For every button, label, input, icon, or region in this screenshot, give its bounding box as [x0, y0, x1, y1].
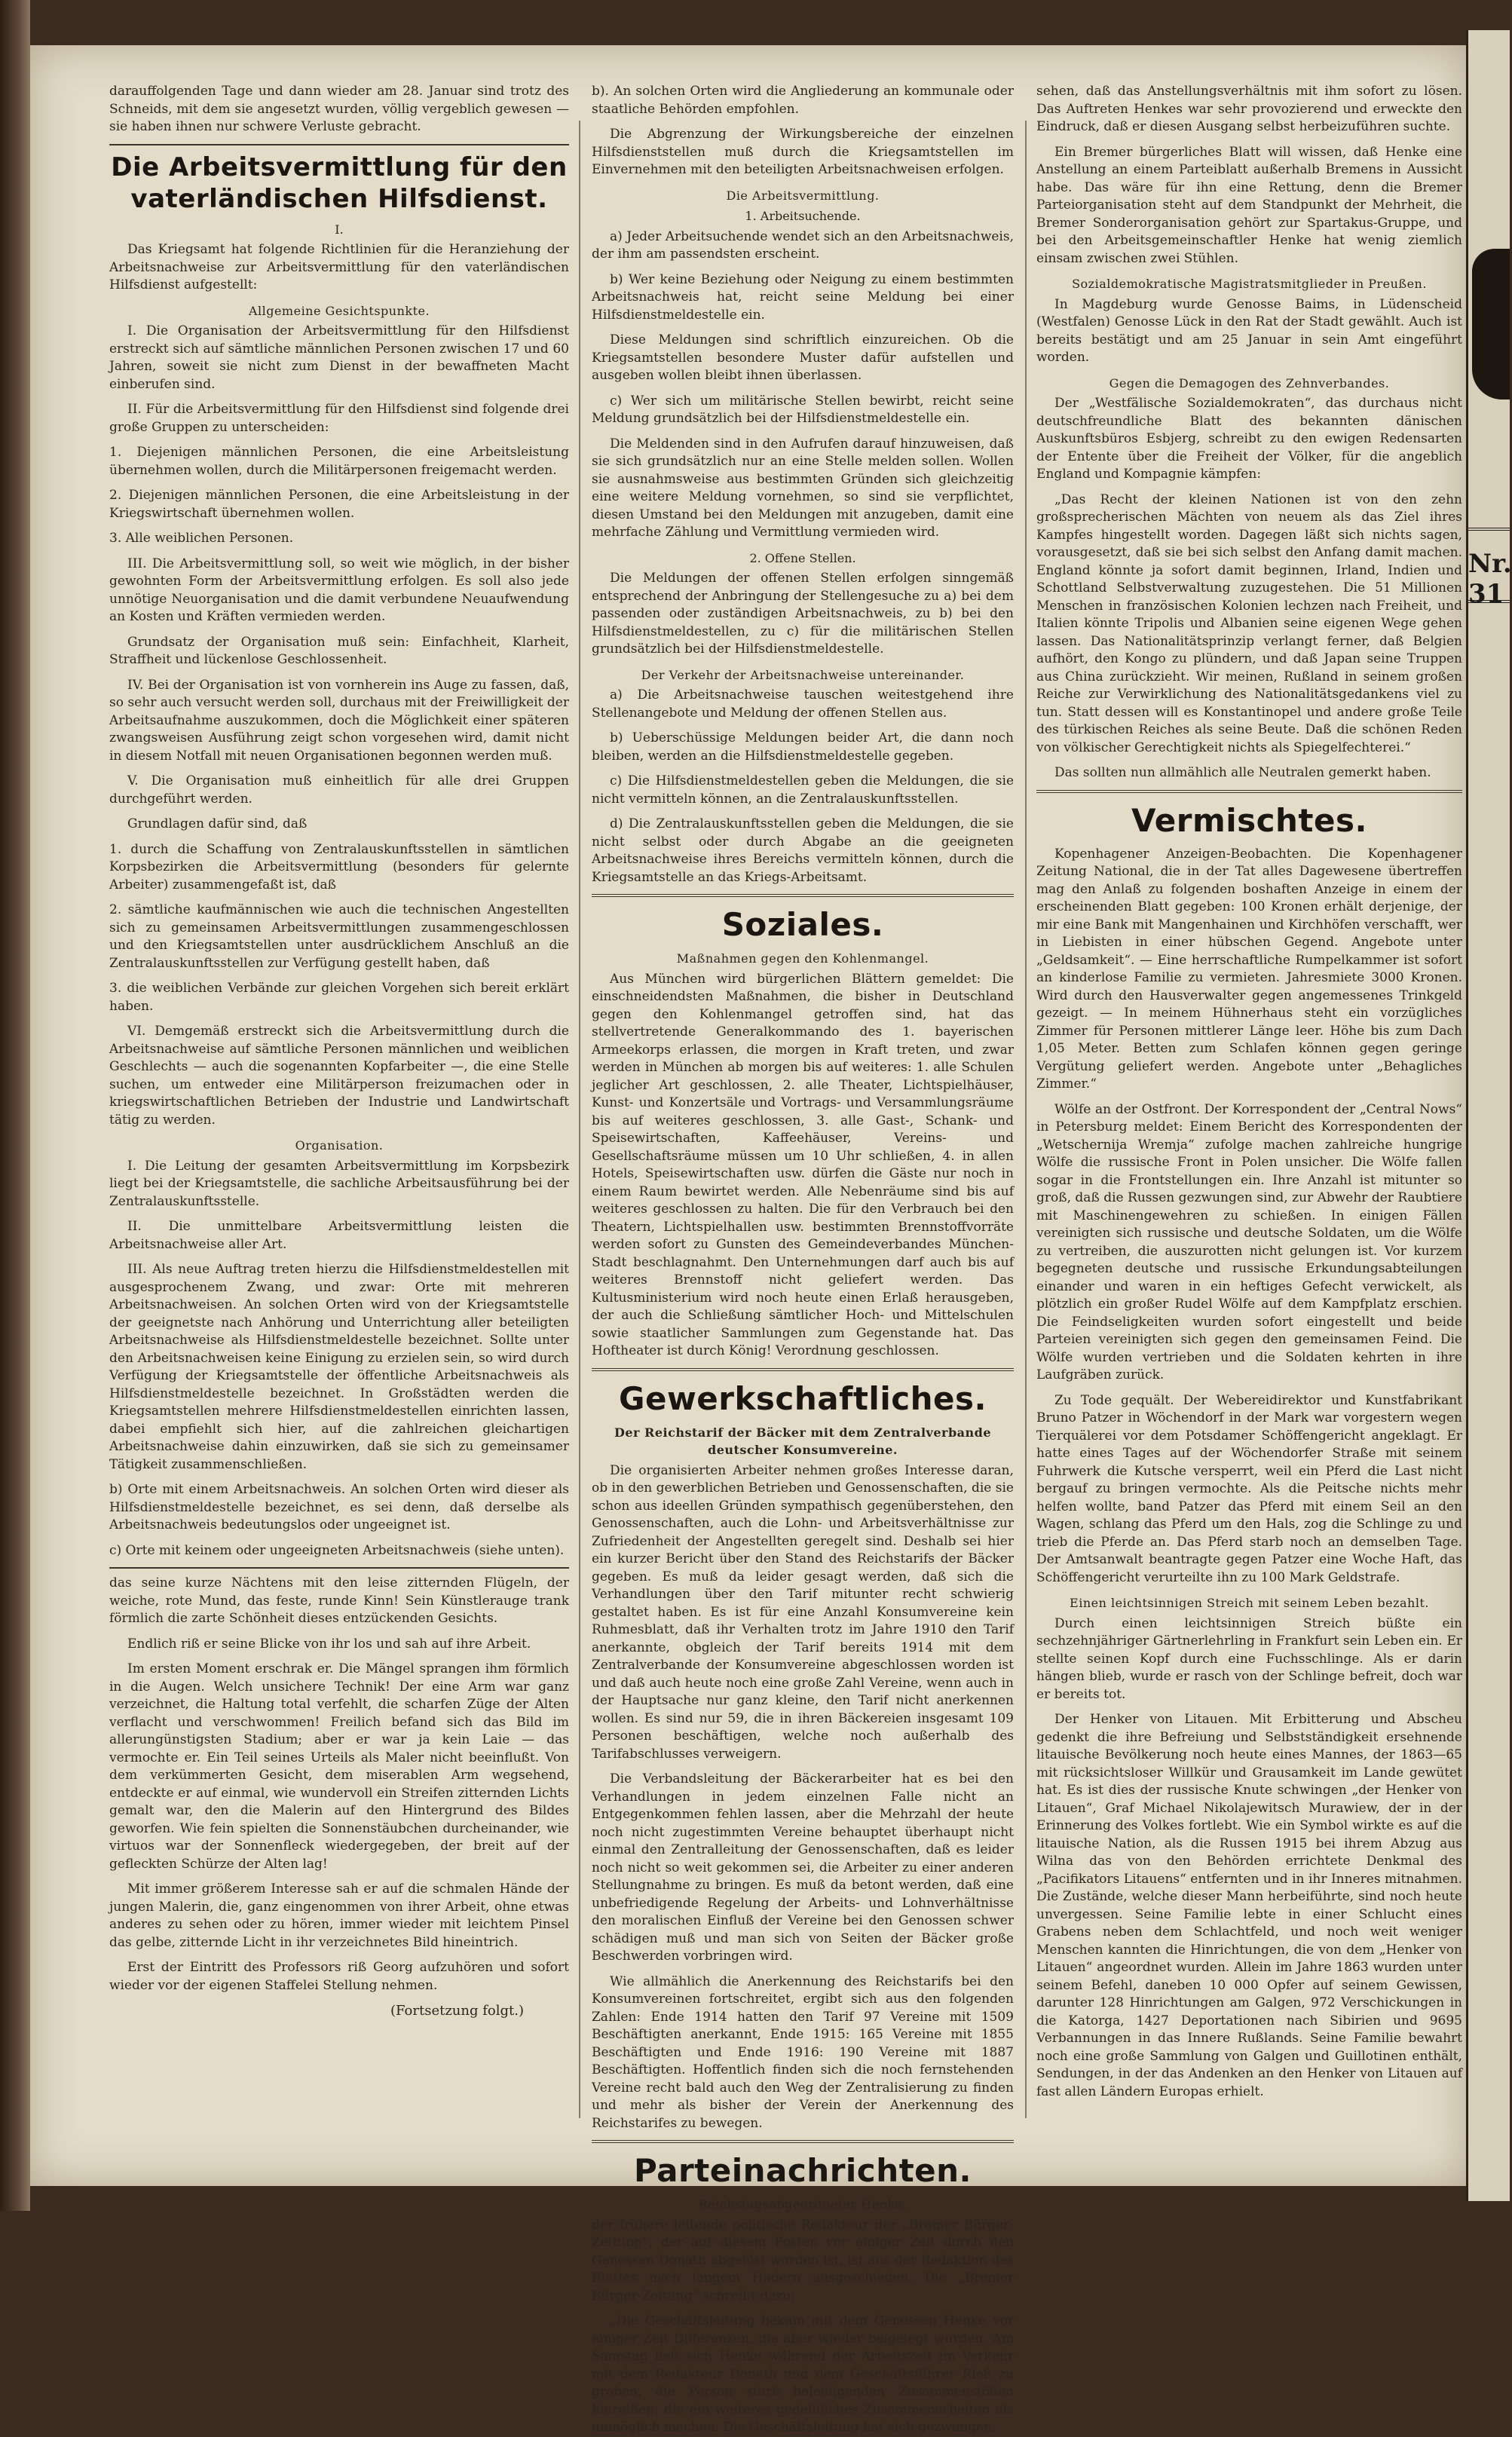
- paragraph: III. Die Arbeitsvermittlung soll, so weit wie möglich, in der bisher gewohnten Form der Arbeitsvermittlung erfolgen. Es soll also jede unnötige Neuorganisation und die damit verbundene Neuaufwendung an Kosten und Kräften vermieden werden.: [109, 556, 569, 624]
- feuilleton-paragraph: Endlich riß er seine Blicke von ihr los und sah auf ihre Arbeit.: [127, 1636, 531, 1652]
- paragraph: b). An solchen Orten wird die Angliederung an kommunale oder staatliche Behörden empfohlen.: [592, 84, 1014, 117]
- paragraph: Ein Bremer bürgerliches Blatt will wissen, daß Henke eine Anstellung an einem Parteiblatt außerhalb Bremens in Aussicht habe. Das wäre für ihn eine Rettung, denn die Bremer Parteiorganisation steht auf dem Standpunkt der Mehrheit, die Bremer Sonderorganisation gehört zur Spartakus-Gruppe, und bei den Arbeitsgemeinschaftler Henke hat wenig ziemlich einsam zwischen zwei Stühlen.: [1036, 144, 1462, 266]
- paragraph: 3. die weiblichen Verbände zur gleichen Vorgehen sich bereit erklärt haben.: [109, 981, 569, 1014]
- section-heading-gewerkschaftliches: Gewerkschaftliches.: [619, 1379, 987, 1417]
- section-rule: [109, 144, 569, 145]
- subheading: Maßnahmen gegen den Kohlenmangel.: [676, 951, 929, 966]
- paragraph: d) Die Zentralauskunftsstellen geben die Meldungen, die sie nicht selbst oder durch Abgabe an die geeigneten Arbeitsnachweise ihres Bereichs vermitteln können, durch die Kriegsamtstelle an das Kriegs-Arbeitsamt.: [592, 816, 1014, 885]
- subheading: Allgemeine Gesichtspunkte.: [248, 303, 430, 318]
- paragraph: Der Henker von Litauen. Mit Erbitterung und Abscheu gedenkt die ihre Befreiung und Selbstständigkeit ersehnende litauische Bevölkerung noch heute eines Mannes, der 1863—65 mit rücksichtsloser Willkür und Grausamkeit im Lande gewütet hat. Es ist dies der russische Knute schwingen „der Henker von Litauen“, Graf Michael Nikolajewitsch Murawiew, der in der Erinnerung des Volkes fortlebt. Wie ein Symbol wirkte es auf die litauische Nation, als die Russen 1915 bei ihrem Abzug aus Wilna das von den Behörden errichtete Denkmal des „Pacifikators Litauens“ entfernten und in ihr Inneres mitnahmen. Die Zustände, welche dieser Mann herbeiführte, sind noch heute unvergessen. Seine Familie lebte in einer Schlucht eines Grabens neben dem Schlachtfeld, und noch weit weniger Menschen kannten die Hinrichtungen, die von dem „Henker von Litauen“ angeordnet wurden. Allein im Jahre 1863 wurden unter seinem Befehl, daneben 10 000 Opfer auf seinem Gewissen, darunter 128 Hinrichtungen am Galgen, 972 Verschickungen in die Katorga, 1427 Deportationen nach Sibirien und 9695 Verbannungen in das Innere Rußlands. Seine Familie bewahrt noch eine große Sammlung von Galgen und Guillotinen enthält, Sendungen, in der das Andenken an den Henker von Litauen auf fast allen Ländern Europas erhielt.: [1036, 1712, 1462, 2099]
- adjacent-page-masthead-fragment: Nr. 31: [1468, 528, 1510, 603]
- paragraph: b) Orte mit einem Arbeitsnachweis. An solchen Orten wird dieser als Hilfsdienstmeldestelle bezeichnet, es sei denn, daß derselbe als Arbeitsnachweis bedeutungslos oder ungeeignet ist.: [109, 1482, 569, 1532]
- paragraph: 2. Diejenigen männlichen Personen, die eine Arbeitsleistung in der Kriegswirtschaft übernehmen wollen.: [109, 488, 569, 521]
- paragraph: Wie allmählich die Anerkennung des Reichstarifs bei den Konsumvereinen fortschreitet, ergibt sich aus den folgenden Zahlen: Ende 1914 hatten den Tarif 97 Vereine mit 1509 Beschäftigten anerkannt, Ende 1915: 165 Vereine mit 1855 Beschäftigten und Ende 1916: 190 Vereine mit 1887 Beschäftigten. Hoffentlich finden sich die noch fernstehenden Vereine recht bald auch den Weg der Zentralisierung zu finden und mehr als bisher der Verein der Anerkennung des Reichstarifes zu bewegen.: [592, 1973, 1014, 2131]
- paragraph: In Magdeburg wurde Genosse Baims, in Lüdenscheid (Westfalen) Genosse Lück in den Rat der Stadt gewählt. Auch ist bereits bestätigt und am 25 Januar in sein Amt eingeführt worden.: [1036, 296, 1462, 365]
- column-rule: [1025, 121, 1027, 2118]
- feuilleton-paragraph: das seine kurze Nächtens mit den leise zitternden Flügeln, der weiche, rote Mund, das feste, runde Kinn! Sein Künstlerauge trank förmlich die zarte Schönheit dieses entzückenden Gesichts.: [109, 1575, 569, 1626]
- paragraph: 1. Diejenigen männlichen Personen, die eine Arbeitsleistung übernehmen wollen, durch die Militärpersonen freigemacht werden.: [109, 445, 569, 478]
- paragraph: Die Verbandsleitung der Bäckerarbeiter hat es bei den Verhandlungen in jedem einzelnen Falle nicht an Entgegenkommen fehlen lassen, aber die Mehrzahl der heute noch nicht zugestimmten Vereine behauptet überhaupt nicht einmal den Zentralleitung der Genossenschaften, daß es leider noch nicht so weit gekommen sei, die Arbeiter zu einer anderen Stellungnahme zu bringen. Es muß da betont werden, daß eine unbefriedigende Regelung der Arbeits- und Lohnverhältnisse den moralischen Einfluß der Vereine bei den Genossen schwer schädigen muß und man sich von Seiten der Bäcker große Beschwerden vorbringen wird.: [592, 1771, 1014, 1964]
- paragraph: 3. Alle weiblichen Personen.: [109, 531, 294, 546]
- subheading: Der Verkehr der Arbeitsnachweise untereinander.: [641, 667, 965, 682]
- paragraph: II. Für die Arbeitsvermittlung für den Hilfsdienst sind folgende drei große Gruppen zu unterscheiden:: [109, 402, 569, 435]
- section-heading-vermischtes: Vermischtes.: [1131, 801, 1367, 839]
- subheading: Sozialdemokratische Magistratsmitglieder in Preußen.: [1072, 277, 1427, 291]
- subheading: 2. Offene Stellen.: [749, 550, 856, 565]
- paragraph: Die organisierten Arbeiter nehmen großes Interesse daran, ob in den gewerblichen Betrieben und Genossenschaften, die sie schon aus ideellen Gründen sympathisch gegenüberstehen, den Genossenschaften, auch die Lohn- und Arbeitsverhältnisse zur Zufriedenheit der Angestellten geregelt sind. Deshalb sei hier ein kurzer Bericht über den Stand des Reichstarifs der Bäcker gegeben. Es muß da leider gesagt werden, daß sich die Verhandlungen über den Tarif mitunter recht schwierig gestaltet haben. Es ist für eine Anzahl Konsumvereine kein Ruhmesblatt, daß ihr Verhalten trotz im Jahre 1910 den Tarif anerkannte, obgleich der Tarif bereits 1914 mit dem Zentralverbande der Konsumvereine abgeschlossen worden ist und daß auch heute noch eine große Zahl Vereine, wenn auch in der Hauptsache nur ganz kleine, den Tarif nicht anerkennen wollen. Es sind nur 59, die in ihren Bäckereien insgesamt 109 Personen beschäftigen, welche noch außerhalb des Tarifabschlusses verweigern.: [592, 1462, 1014, 1762]
- paragraph: Die Meldungen der offenen Stellen erfolgen sinngemäß entsprechend der Anbringung der Stellengesuche zu a) bei dem passenden oder zuständigen Arbeitsnachweis, zu b) bei den Hilfsdienstmeldestellen, zu c) für die militärischen Stellen grundsätzlich bei der Hilfsdienstmeldestelle.: [592, 571, 1014, 657]
- section-rule: [1036, 790, 1462, 793]
- paragraph: Die Abgrenzung der Wirkungsbereiche der einzelnen Hilfsdienststellen muß durch die Kriegsamtstellen im Einvernehmen mit den beteiligten Arbeitsnachweisen erfolgen.: [592, 127, 1014, 177]
- paragraph: III. Als neue Auftrag treten hierzu die Hilfsdienstmeldestellen mit ausgesprochenem Zwang, und zwar: Orte mit mehreren Arbeitsnachweisen. An solchen Orten wird von der Kriegsamtstelle der geeignetste nach Anhörung und Unterrichtung aller beteiligten Arbeitsnachweise als Hilfsdienstmeldestelle bezeichnet. Sollte unter den Arbeitsnachweisen keine Einigung zu erzielen sein, so wird durch Verfügung der Kriegsamtstelle der öffentliche Arbeitsnachweis als Hilfsdienstmeldestelle bezeichnet. In Großstädten werden die Kriegsamtstellen mehrere Hilfsdienstmeldestellen einrichten lassen, dabei empfiehlt sich hier, auf die zahlreichen gleichartigen Arbeitsnachweise dahin einzuwirken, daß sie sich zu gemeinsamer Tätigkeit zusammenschließen.: [109, 1262, 569, 1472]
- paragraph: Kopenhagener Anzeigen-Beobachten. Die Kopenhagener Zeitung National, die in der Tat alles Dagewesene übertreffen mag den Anlaß zu folgenden boshaften Anzeige in einem der erscheinenden Blatt gegeben: 100 Kronen erhält derjenige, der mir eine Bank mit Mangenhainen und Kirchhöfen verschafft, wer in Liebisten in einer hübschen Gegend. Angebote unter „Geldsamkeit“. — Eine herrschaftliche Rumpelkammer ist sofort an kinderlose Familie zu vermieten. Jahresmiete 3000 Kronen. Wird durch den Hausverwalter gegen angemessenes Trinkgeld gezeigt. — In meinem Hühnerhaus steht ein vorzügliches Zimmer für Personen mittlerer Länge leer. Höhe bis zum Dach 1,05 Meter. Betten zum Schlafen können gegen geringe Vergütung geliefert werden. Angebote unter „Behagliches Zimmer.“: [1036, 846, 1462, 1091]
- paragraph: I. Die Organisation der Arbeitsvermittlung für den Hilfsdienst erstreckt sich auf sämtliche männlichen Personen zwischen 17 und 60 Jahren, soweit sie nicht zum Dienst in der bewaffneten Macht einberufen sind.: [109, 323, 569, 392]
- paragraph: c) Orte mit keinem oder ungeeigneten Arbeitsnachweis (siehe unten).: [109, 1542, 565, 1558]
- paragraph: Der „Westfälische Sozialdemokraten“, das durchaus nicht deutschfreundliche Blatt des bekannten dänischen Auskunftsbüros Esbjerg, schreibt zu den ewigen Redensarten der Entente über die Freiheit der Völker, für die angeblich England und Kompagnie kämpfen:: [1036, 396, 1462, 482]
- paragraph: „Die Geschäftsleitung bekam mit dem Genossen Henke vor einiger Zeit Differenzen, die aber wieder beigelegt wurden. Am Samstag ließ sich Henke während der Arbeitszeit im Verkehr mit dem Redakteur Donath und dem Geschäftsführer Rieß zu groben, die Person stark beleidigenden Zusammenstößen hinreißen, die ein weiteres gedeihliches Zusammenarbeiten als unmöglich machen. Die Geschäftsleitung hat sich gezwungen,: [592, 2313, 1014, 2435]
- paragraph: II. Die unmittelbare Arbeitsvermittlung leisten die Arbeitsnachweise aller Art.: [109, 1219, 569, 1252]
- section-rule: [592, 2140, 1014, 2143]
- adjacent-page-illustration: [1472, 249, 1510, 400]
- subheading: Reichstagsabgeordneter Henke,: [698, 2197, 908, 2212]
- section-rule: [592, 1368, 1014, 1371]
- column-2: [592, 83, 1014, 2435]
- paragraph: IV. Bei der Organisation ist von vornherein ins Auge zu fassen, daß, so sehr auch versucht werden soll, durchaus mit der Freiwilligkeit der Arbeitsaufnahme auszukommen, doch die Möglichkeit einer späteren zwangsweisen Ausführung zeigt schon vorgesehen wird, damit nicht in diesem Notfall mit neuen Organisationen begonnen werden muß.: [109, 677, 569, 764]
- paragraph: Grundlagen dafür sind, daß: [127, 816, 308, 831]
- paragraph: 2. sämtliche kaufmännischen wie auch die technischen Angestellten sich zu gemeinsamen Arbeitsvermittlungen zusammengeschlossen und den Kriegsamtstellen unter ausdrücklichem Anschluß an die Zentralauskunftsstellen zur Verfügung gestellt haben, daß: [109, 902, 569, 971]
- feuilleton-paragraph: Im ersten Moment erschrak er. Die Mängel sprangen ihm förmlich in die Augen. Welch unsichere Technik! Der eine Arm war ganz verzeichnet, die Haltung total verfehlt, die scharfen Züge der Alten verflacht und verschwommen! Freilich befand sich das Bild im allerungünstigsten Stadium; aber er war ja kein Laie — das vermochte er. Ein Teil seines Urteils als Maler nicht beeinflußt. Von dem verkümmerten Gesicht, dem miserablen Arm wegsehend, entdeckte er auf einmal, wie wundervoll ein Streifen zitternden Lichts gemalt war, den die Malerin auf den Hintergrund des Bildes geworfen. Wie fein spielten die Sonnenstäubchen durcheinander, wie virtuos war der Sonnenfleck wiedergegeben, der breit auf der gefleckten Schürze der Alten lag!: [109, 1661, 569, 1872]
- paragraph: sehen, daß das Anstellungsverhältnis mit ihm sofort zu lösen. Das Auftreten Henkes war sehr provozierend und erweckte den Eindruck, daß er diesen Ausgang selbst herbeizuführen suchte.: [1036, 84, 1462, 134]
- column-3: [1036, 83, 1462, 2133]
- paragraph: Das Kriegsamt hat folgende Richtlinien für die Heranziehung der Arbeitsnachweise zur Arbeitsvermittlung für den vaterländischen Hilfsdienst aufgestellt:: [109, 242, 569, 292]
- paragraph: c) Die Hilfsdienstmeldestellen geben die Meldungen, die sie nicht vermitteln können, an die Zentralauskunftsstellen.: [592, 773, 1014, 807]
- subheading: Einen leichtsinnigen Streich mit seinem Leben bezahlt.: [1070, 1596, 1429, 1610]
- paragraph: b) Wer keine Beziehung oder Neigung zu einem bestimmten Arbeitsnachweis hat, reicht seine Meldung bei einer Hilfsdienstmeldestelle ein.: [592, 271, 1014, 323]
- paragraph: a) Jeder Arbeitsuchende wendet sich an den Arbeitsnachweis, der ihm am passendsten erscheint.: [592, 228, 1014, 262]
- continuation-note: (Fortsetzung folgt.): [390, 2003, 524, 2019]
- column-rule: [579, 121, 580, 2118]
- adjacent-page-edge: [1466, 30, 1510, 2201]
- article-heading-arbeitsvermittlung: Die Arbeitsvermittlung für den vaterländischen Hilfsdienst.: [111, 152, 568, 214]
- column-1: [109, 83, 569, 2133]
- paragraph: „Das Recht der kleinen Nationen ist von den zehn großsprecherischen Mächten von neuem als das Ziel ihres Kampfes hingestellt worden. Dagegen läßt sich nichts sagen, vorausgesetzt, daß sie bei sich selbst den Anfang damit machen. England könnte ja sofort damit beginnen, Irland, Indien und Schottland Selbstverwaltung zuzugestehen. Die 51 Millionen Menschen in französischen Kolonien lechzen nach Freiheit, und Italien könnte Tripolis und Albanien seine eigenen Wege gehen lassen. Das Nationalitätsprinzip verlangt ferner, daß Belgien aufhört, den Kongo zu plündern, und daß Japan seine Truppen aus China zurückzieht. Wir meinen, Rußland in seinem großen Reiche zur Verwirklichung des Nationalitätsgedankens viel zu tun. Statt dessen will es Konstantinopel und andere große Teile des türkischen Reiches als seine Beute. Daß die schönen Reden von völkischer Gerechtigkeit nichts als Spiegelfechterei.“: [1036, 491, 1462, 755]
- paragraph: Zu Tode gequält. Der Webereidirektor und Kunstfabrikant Bruno Patzer in Wöchendorf in der Mark war vorgestern wegen Tierquälerei vor dem Potsdamer Schöffengericht angeklagt. Er hatte eines Tages auf der Wöchendorfer Straße mit seinem Fuhrwerk die Kutsche versperrt, weil ein Pferd die Last nicht bergauf zu bringen vermochte. Als die Peitsche nichts mehr helfen wollte, band Patzer das Pferd mit einem Seil an den Wagen, schlang das Pferd um den Hals, zog die Schlinge zu und trieb die Pferde an. Das Pferd starb noch an demselben Tage. Der Amtsanwalt beantragte gegen Patzer eine Woche Haft, das Schöffengericht verurteilte ihn zu 100 Mark Geldstrafe.: [1036, 1392, 1462, 1585]
- subheading: 1. Arbeitsuchende.: [745, 209, 861, 223]
- paragraph: b) Ueberschüssige Meldungen beider Art, die dann noch bleiben, werden an die Hilfsdienstmeldestelle gegeben.: [592, 730, 1014, 764]
- section-heading-parteinachrichten: Parteinachrichten.: [633, 2152, 972, 2189]
- paragraph: Durch einen leichtsinnigen Streich büßte ein sechzehnjähriger Gärtnerlehrling in Frankfurt sein Leben ein. Er stellte seinen Kopf durch eine Fuchsschlinge. Als er darin hängen blieb, wurde er rasch von der Schlinge befreit, doch war er bereits tot.: [1036, 1615, 1462, 1702]
- paragraph: Das sollten nun allmählich alle Neutralen gemerkt haben.: [1054, 765, 1431, 780]
- subheading: Organisation.: [295, 1138, 384, 1153]
- subheading: Die Arbeitsvermittlung.: [726, 188, 880, 203]
- paragraph: Wölfe an der Ostfront. Der Korrespondent der „Central Nows“ in Petersburg meldet: Einem Bericht des Korrespondenten der „Wetschernija Wremja“ zufolge machen zahlreiche hungrige Wölfe die russische Front in Polen unsicher. Die Wölfe fallen sogar in die Frontstellungen ein. Ihre Anzahl ist mitunter so groß, daß die Russen gezwungen sind, zur Abwehr der Raubtiere mit Maschinengewehren zu schießen. In einigen Fällen vereinigten sich russische und deutsche Soldaten, um die Wölfe zu vertreiben, die auszurotten nicht gelungen ist. Vor kurzem begegneten deutsche und russische Erkundungsabteilungen einander und waren in ein heftiges Gefecht verwickelt, als plötzlich ein großer Rudel Wölfe auf dem Kampfplatz erschien. Die Feindseligkeiten wurden sofort eingestellt und beide Parteien vereinigten sich gegen den gemeinsamen Feind. Die Wölfe wurden vertrieben und die Soldaten kehrten in ihre Laufgräben zurück.: [1036, 1101, 1462, 1382]
- section-heading-soziales: Soziales.: [721, 906, 884, 943]
- paragraph: c) Wer sich um militärische Stellen bewirbt, reicht seine Meldung grundsätzlich bei der Hilfsdienstmeldestelle ein.: [592, 393, 1014, 426]
- paragraph: Diese Meldungen sind schriftlich einzureichen. Ob die Kriegsamtstellen besondere Muster dafür aufstellen und ausgeben wollen bleibt ihnen überlassen.: [592, 332, 1014, 383]
- paragraph: Aus München wird bürgerlichen Blättern gemeldet: Die einschneidendsten Maßnahmen, die bisher in Deutschland gegen den Kohlenmangel getroffen sind, hat das stellvertretende Generalkommando des 1. bayerischen Armeekorps erlassen, die morgen in Kraft treten, und zwar werden in München ab morgen bis auf weiteres: 1. alle Schulen jeglicher Art geschlossen, 2. alle Theater, Lichtspielhäuser, Kunst- und Konzertsäle und Vortrags- und Versammlungsräume bis auf weiteres geschlossen, 3. alle Gast-, Schank- und Speisewirtschaften, Kaffeehäuser, Vereins- und Gesellschaftsräume müssen um 10 Uhr schließen, 4. in allen Hotels, Speisewirtschaften usw. dürfen die Gäste nur noch in einem Raum bewirtet werden. Alle Nebenräume sind bis auf weiteres geschlossen zu halten. Die für den Verbrauch bei den Theatern, Lichtspielhallen usw. bestimmten Brennstoffvorräte werden sofort zu Gunsten des Gemeindeverbandes München-Stadt beschlagnahmt. Den Unternehmungen darf auch bis auf weiteres Brennstoff nicht geliefert werden. Das Kultusministerium wird noch heute einen Erlaß herausgeben, der auch die Schließung sämtlicher Hoch- und Mittelschulen sowie staatlicher Sammlungen zum Gegenstande hat. Das Hoftheater ist durch König! Verordnung geschlossen.: [592, 971, 1014, 1358]
- subheading: Gegen die Demagogen des Zehnverbandes.: [1109, 375, 1390, 390]
- paragraph: VI. Demgemäß erstreckt sich die Arbeitsvermittlung durch die Arbeitsnachweise auf sämtliche Personen männlichen und weiblichen Geschlechts — auch die sogenannten Kopfarbeiter —, die eine Stelle suchen, um entweder eine Militärperson freizumachen oder in kriegswirtschaftlichen Betrieben der Industrie und Landwirtschaft tätig zu werden.: [109, 1024, 569, 1128]
- feuilleton-paragraph: Erst der Eintritt des Professors riß Georg aufzuhören und sofort wieder vor der eigenen Staffelei Stellung nehmen.: [109, 1960, 569, 1993]
- subheading: Der Reichstarif der Bäcker mit dem Zentralverbande deutscher Konsumvereine.: [614, 1425, 992, 1457]
- feuilleton-paragraph: Mit immer größerem Interesse sah er auf die schmalen Hände der jungen Malerin, die, ganz eingenommen von ihrer Arbeit, ohne etwas anderes zu sehen oder zu hören, immer wieder mit leichtem Pinsel das gelbe, zitternde Licht in ihr verzeichnetes Bild hineintrich.: [109, 1881, 569, 1950]
- paragraph: I. Die Leitung der gesamten Arbeitsvermittlung im Korpsbezirk liegt bei der Kriegsamtstelle, die sachliche Arbeitsausführung bei der Zentralauskunftsstelle.: [109, 1158, 569, 1209]
- section-rule: [592, 894, 1014, 897]
- paragraph: a) Die Arbeitsnachweise tauschen weitestgehend ihre Stellenangebote und Meldung der offenen Stellen aus.: [592, 687, 1014, 721]
- paragraph: Die Meldenden sind in den Aufrufen darauf hinzuweisen, daß sie sich grundsätzlich nur an eine Stelle melden sollen. Wollen sie ausnahmsweise aus bestimmten Gründen sich gleichzeitig eine weitere Meldung vornehmen, so sind sie verpflichtet, diesen Umstand bei den Meldungen mit anzugeben, damit eine mehrfache Zählung und Vermittlung vermieden wird.: [592, 436, 1014, 540]
- paragraph: V. Die Organisation muß einheitlich für alle drei Gruppen durchgeführt werden.: [109, 773, 569, 807]
- section-number: I.: [335, 222, 344, 237]
- paragraph: der frühere leitende politische Redakteur der „Bremer Bürger-Zeitung“, der auf diesem Posten vor einiger Zeit durch den Genossen Donath abgelöst worden ist, ist aus der Redaktion des Blattes nach langem Hadern ausgeschieden. Die „Bremer Bürger-Zeitung“ schreibt dazu:: [592, 2217, 1014, 2304]
- article-continuation: darauffolgenden Tage und dann wieder am 28. Januar sind trotz des Schneids, mit dem sie angesetzt wurden, völlig vergeblich gewesen — sie haben ihnen nur schwere Verluste gebracht.: [109, 84, 569, 134]
- book-binding-edge: [0, 0, 30, 2211]
- section-rule: [109, 1567, 569, 1569]
- paragraph: Grundsatz der Organisation muß sein: Einfachheit, Klarheit, Straffheit und lückenlose Geschlossenheit.: [109, 634, 569, 667]
- paragraph: 1. durch die Schaffung von Zentralauskunftsstellen in sämtlichen Korpsbezirken die Arbeitsvermittlung (besonders für gelernte Arbeiter) zusammengefaßt ist, daß: [109, 841, 569, 892]
